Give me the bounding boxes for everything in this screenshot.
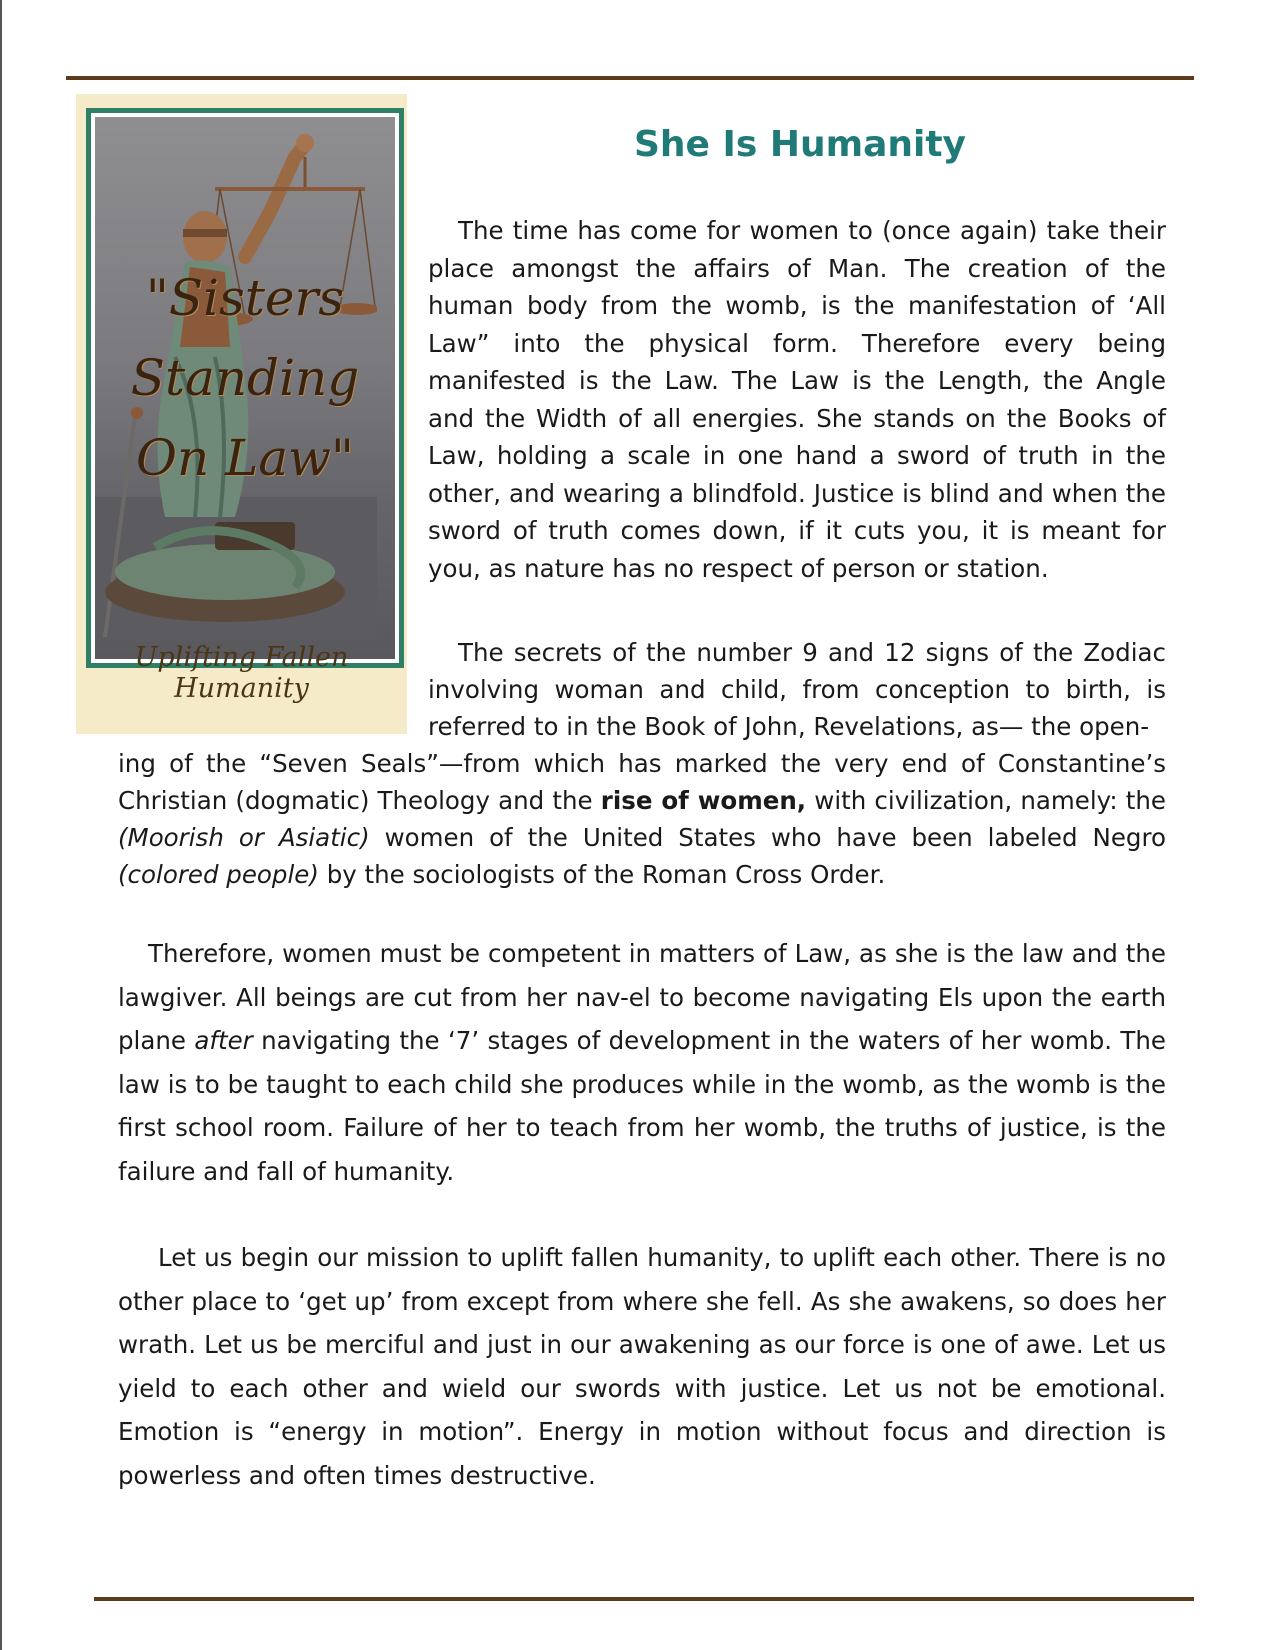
page-title: She Is Humanity	[633, 124, 967, 165]
paragraph-2-text-3: women of the United States who have been labeled Negro	[369, 823, 1166, 852]
paragraph-2-body	[118, 745, 1166, 893]
figure-frame	[86, 108, 404, 668]
top-divider	[66, 76, 1194, 80]
paragraph-3-text-1: Therefore, women must be competent in matters of Law, as she is the law and the lawgiver. All beings are cut from her nav-el to become navigating Els upon the earth plane	[118, 939, 1166, 1055]
overlay-line-3: On Law"	[136, 429, 354, 487]
paragraph-3-text-2: navigating the ‘7’ stages of development in the waters of her womb. The law is to be taught to each child she produces while in the womb, as the womb is the first school room. Failure of her to teach from her womb, the truths of justice, is the failure and fall of humanity.	[118, 1026, 1166, 1186]
paragraph-2-italic-2: (colored people)	[118, 860, 319, 889]
lady-justice-figure	[76, 94, 407, 734]
paragraph-2-text-1: ing of the “Seven Seals”—from which has marked the very end of Constantine’s Christian (dogmatic) Theology and the	[118, 749, 1166, 815]
paragraph-2-text-4: by the sociologists of the Roman Cross Order.	[318, 860, 886, 889]
paragraph-2-italic-1: (Moorish or Asiatic)	[118, 823, 370, 852]
paragraph-1	[428, 212, 1166, 587]
lady-justice-photo	[95, 117, 395, 659]
paragraph-4-text: Let us begin our mission to uplift fallen humanity, to uplift each other. There is no other place to ‘get up’ from except from where she fell. As she awakens, so does her wrath. Let us be merciful and just in our awakening as our force is one of awe. Let us yield to each other and wield our swords with justice. Let us not be emotional. Emotion is “energy in motion”. Energy in motion without focus and direction is powerless and often times destructive.	[118, 1243, 1166, 1490]
figure-caption: Uplifting Fallen Humanity	[134, 642, 349, 704]
bottom-divider	[94, 1597, 1194, 1601]
paragraph-3	[118, 932, 1166, 1193]
page-left-edge	[0, 0, 2, 1650]
paragraph-1-text: The time has come for women to (once again) take their place amongst the affairs of Man. The creation of the human body from the womb, is the manifestation of ‘All Law” into the physical form. Therefore every being manifested is the Law. The Law is the Length, the Angle and the Width of all energies. She stands on the Books of Law, holding a scale in one hand a sword of truth in the other, and wearing a blindfold. Justice is blind and when the sword of truth comes down, if it cuts you, it is meant for you, as nature has no respect of person or station.	[428, 216, 1166, 583]
paragraph-2-bold: rise of women,	[600, 786, 807, 815]
paragraph-2-lead-text: The secrets of the number 9 and 12 signs of the Zodiac involving woman and child, from conception to birth, is referred to in the Book of John, Revelations, as— the open-	[428, 638, 1166, 741]
paragraph-4	[118, 1236, 1166, 1497]
paragraph-2-text-2: with civilization, namely: the	[806, 786, 1167, 815]
paragraph-3-italic: after	[194, 1026, 253, 1055]
overlay-line-1: "Sisters	[145, 269, 345, 327]
paragraph-2-lead	[428, 634, 1166, 745]
overlay-line-2: Standing	[130, 349, 360, 407]
